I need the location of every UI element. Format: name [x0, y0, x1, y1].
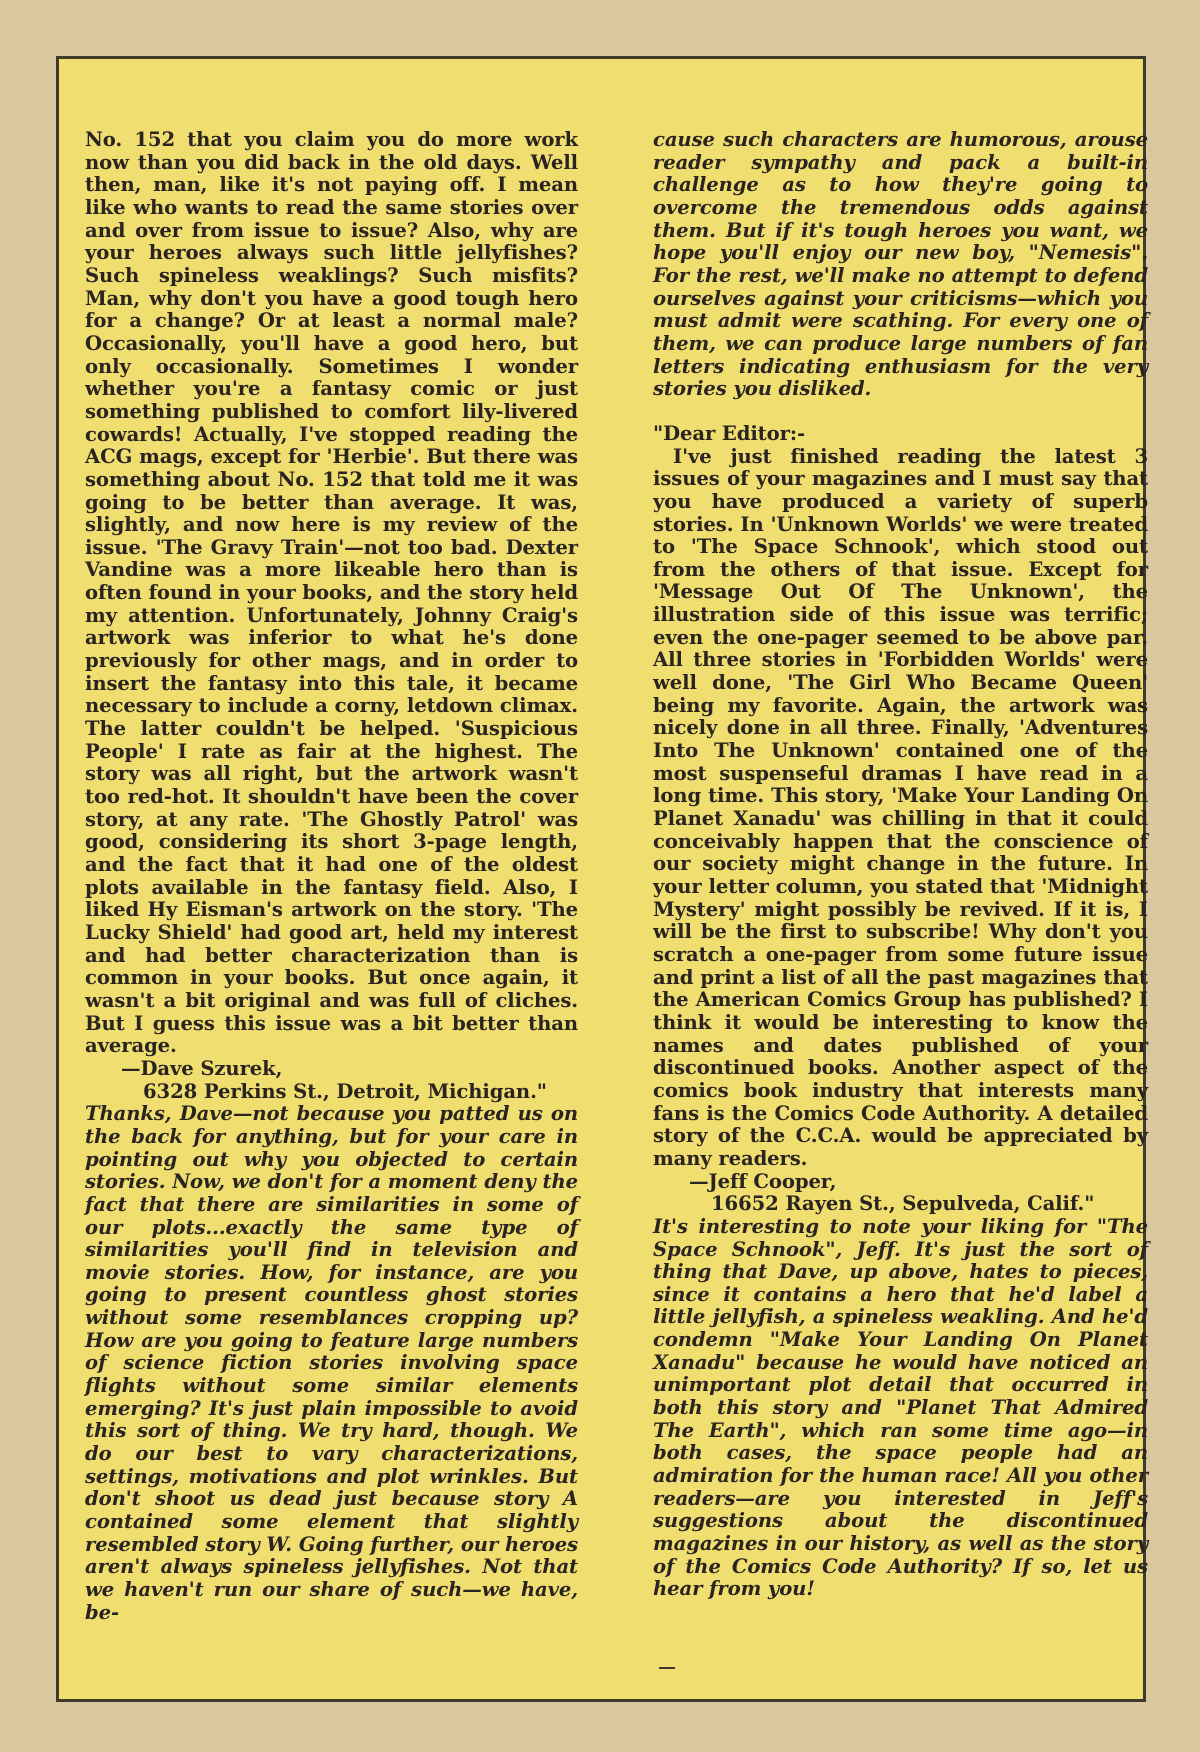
letter-body-dave: No. 152 that you claim you do more work now than you did back in the old days. Well then, man, like it's not paying off. I mean like who wants to read the same stories over and over from issue to issue? Also, why are your heroes always such little jellyfishes? Such spineless weaklings? Such misfits? Man, why don't you have a good tough hero for a change? Or at least a normal male? Occasionally, you'll have a good hero, but only occasionally. Sometimes I wonder whether you're a fantasy comic or just something published to comfort lily-livered cowards! Actually, I've stopped reading the ACG mags, except for 'Herbie'. But there was something about No. 152 that told me it was going to be better than average. It was, slightly, and now here is my review of the issue. 'The Gravy Train'—not too bad. Dexter Vandine was a more likeable hero than is often found in your books, and the story held my attention. Unfortunately, Johnny Craig's artwork was inferior to what he's done previously for other mags, and in order to insert the fantasy into this tale, it became necessary to include a corny, letdown climax. The latter couldn't be helped. 'Suspicious People' I rate as fair at the highest. The story was all right, but the artwork wasn't too red-hot. It shouldn't have been the cover story, at any rate. 'The Ghostly Patrol' was good, considering its short 3-page length, and the fact that it had one of the oldest plots available in the fantasy field. Also, I liked Hy Eisman's artwork on the story. 'The Lucky Shield' had good art, held my interest and had better characterization than is common in your books. But once again, it wasn't a bit original and was full of cliches. But I guess this issue was a bit better than average.	[85, 128, 578, 1058]
signature-name-jeff: —Jeff Cooper,	[689, 1169, 837, 1193]
editor-reply-jeff: It's interesting to note your liking for "The Space Schnook", Jeff. It's just the sort of thing that Dave, up above, hates to pieces, since it contains a hero that he'd label a little jellyfish, a spineless weakling. And he'd condemn "Make Your Landing On Planet Xanadu" because he would have noticed an unimportant plot detail that occurred in both this story and "Planet That Admired The Earth", which ran some time ago—in both cases, the space people had an admiration for the human race! All you other readers—are you interested in Jeff's suggestions about the discontinued magazines in our history, as well as the story of the Comics Code Authority? If so, let us hear from you!	[653, 1214, 1148, 1601]
salutation-jeff: "Dear Editor:-	[653, 421, 805, 445]
editor-reply-dave-continued: cause such characters are humorous, arouse reader sympathy and pack a built-in challenge as to how they're going to overcome the tremendous odds against them. But if it's tough heroes you want, we hope you'll enjoy our new boy, "Nemesis". For the rest, we'll make no attempt to defend ourselves against your criticisms—which you must admit were scathing. For every one of them, we can produce large numbers of fan letters indicating enthusiasm for the very stories you disliked.	[653, 128, 1148, 401]
letters-panel	[56, 56, 1146, 1702]
signature-address-dave: 6328 Perkins St., Detroit, Michigan."	[143, 1079, 547, 1103]
signature-name-dave: —Dave Szurek,	[121, 1056, 283, 1080]
signature-address-jeff: 16652 Rayen St., Sepulveda, Calif."	[711, 1192, 1095, 1216]
left-column	[85, 129, 578, 1624]
paragraph-gap	[653, 401, 1148, 423]
right-column	[653, 129, 1148, 1601]
print-mark	[659, 1667, 675, 1669]
letter-body-jeff: I've just finished reading the latest 3 issues of your magazines and I must say that you have produced a variety of superb stories. In 'Unknown Worlds' we were treated to 'The Space Schnook', which stood out from the others of that issue. Except for 'Message Out Of The Unknown', the illustration side of this issue was terrific; even the one-pager seemed to be above par. All three stories in 'Forbidden Worlds' were well done, 'The Girl Who Became Queen' being my favorite. Again, the artwork was nicely done in all three. Finally, 'Adventures Into The Unknown' contained one of the most suspenseful dramas I have read in a long time. This story, 'Make Your Landing On Planet Xanadu' was chilling in that it could conceivably happen that the conscience of our society might change in the future. In your letter column, you stated that 'Midnight Mystery' might possibly be revived. If it is, I will be the first to subscribe! Why don't you scratch a one-pager from some future issue and print a list of all the past magazines that the American Comics Group has published? I think it would be interesting to know the names and dates published of your discontinued books. Another aspect of the comics book industry that interests many fans is the Comics Code Authority. A detailed story of the C.C.A. would be appreciated by many readers.	[653, 444, 1148, 1170]
editor-reply-dave: Thanks, Dave—not because you patted us on the back for anything, but for your care in pointing out why you objected to certain stories. Now, we don't for a moment deny the fact that there are similarities in some of our plots...exactly the same type of similarities you'll find in television and movie stories. How, for instance, are you going to present countless ghost stories without some resemblances cropping up? How are you going to feature large numbers of science fiction stories involving space flights without some similar elements emerging? It's just plain impossible to avoid this sort of thing. We try hard, though. We do our best to vary characterizations, settings, motivations and plot wrinkles. But don't shoot us dead just because story A contained some element that slightly resembled story W. Going further, our heroes aren't always spineless jellyfishes. Not that we haven't run our share of such—we have, be-	[85, 1102, 578, 1624]
